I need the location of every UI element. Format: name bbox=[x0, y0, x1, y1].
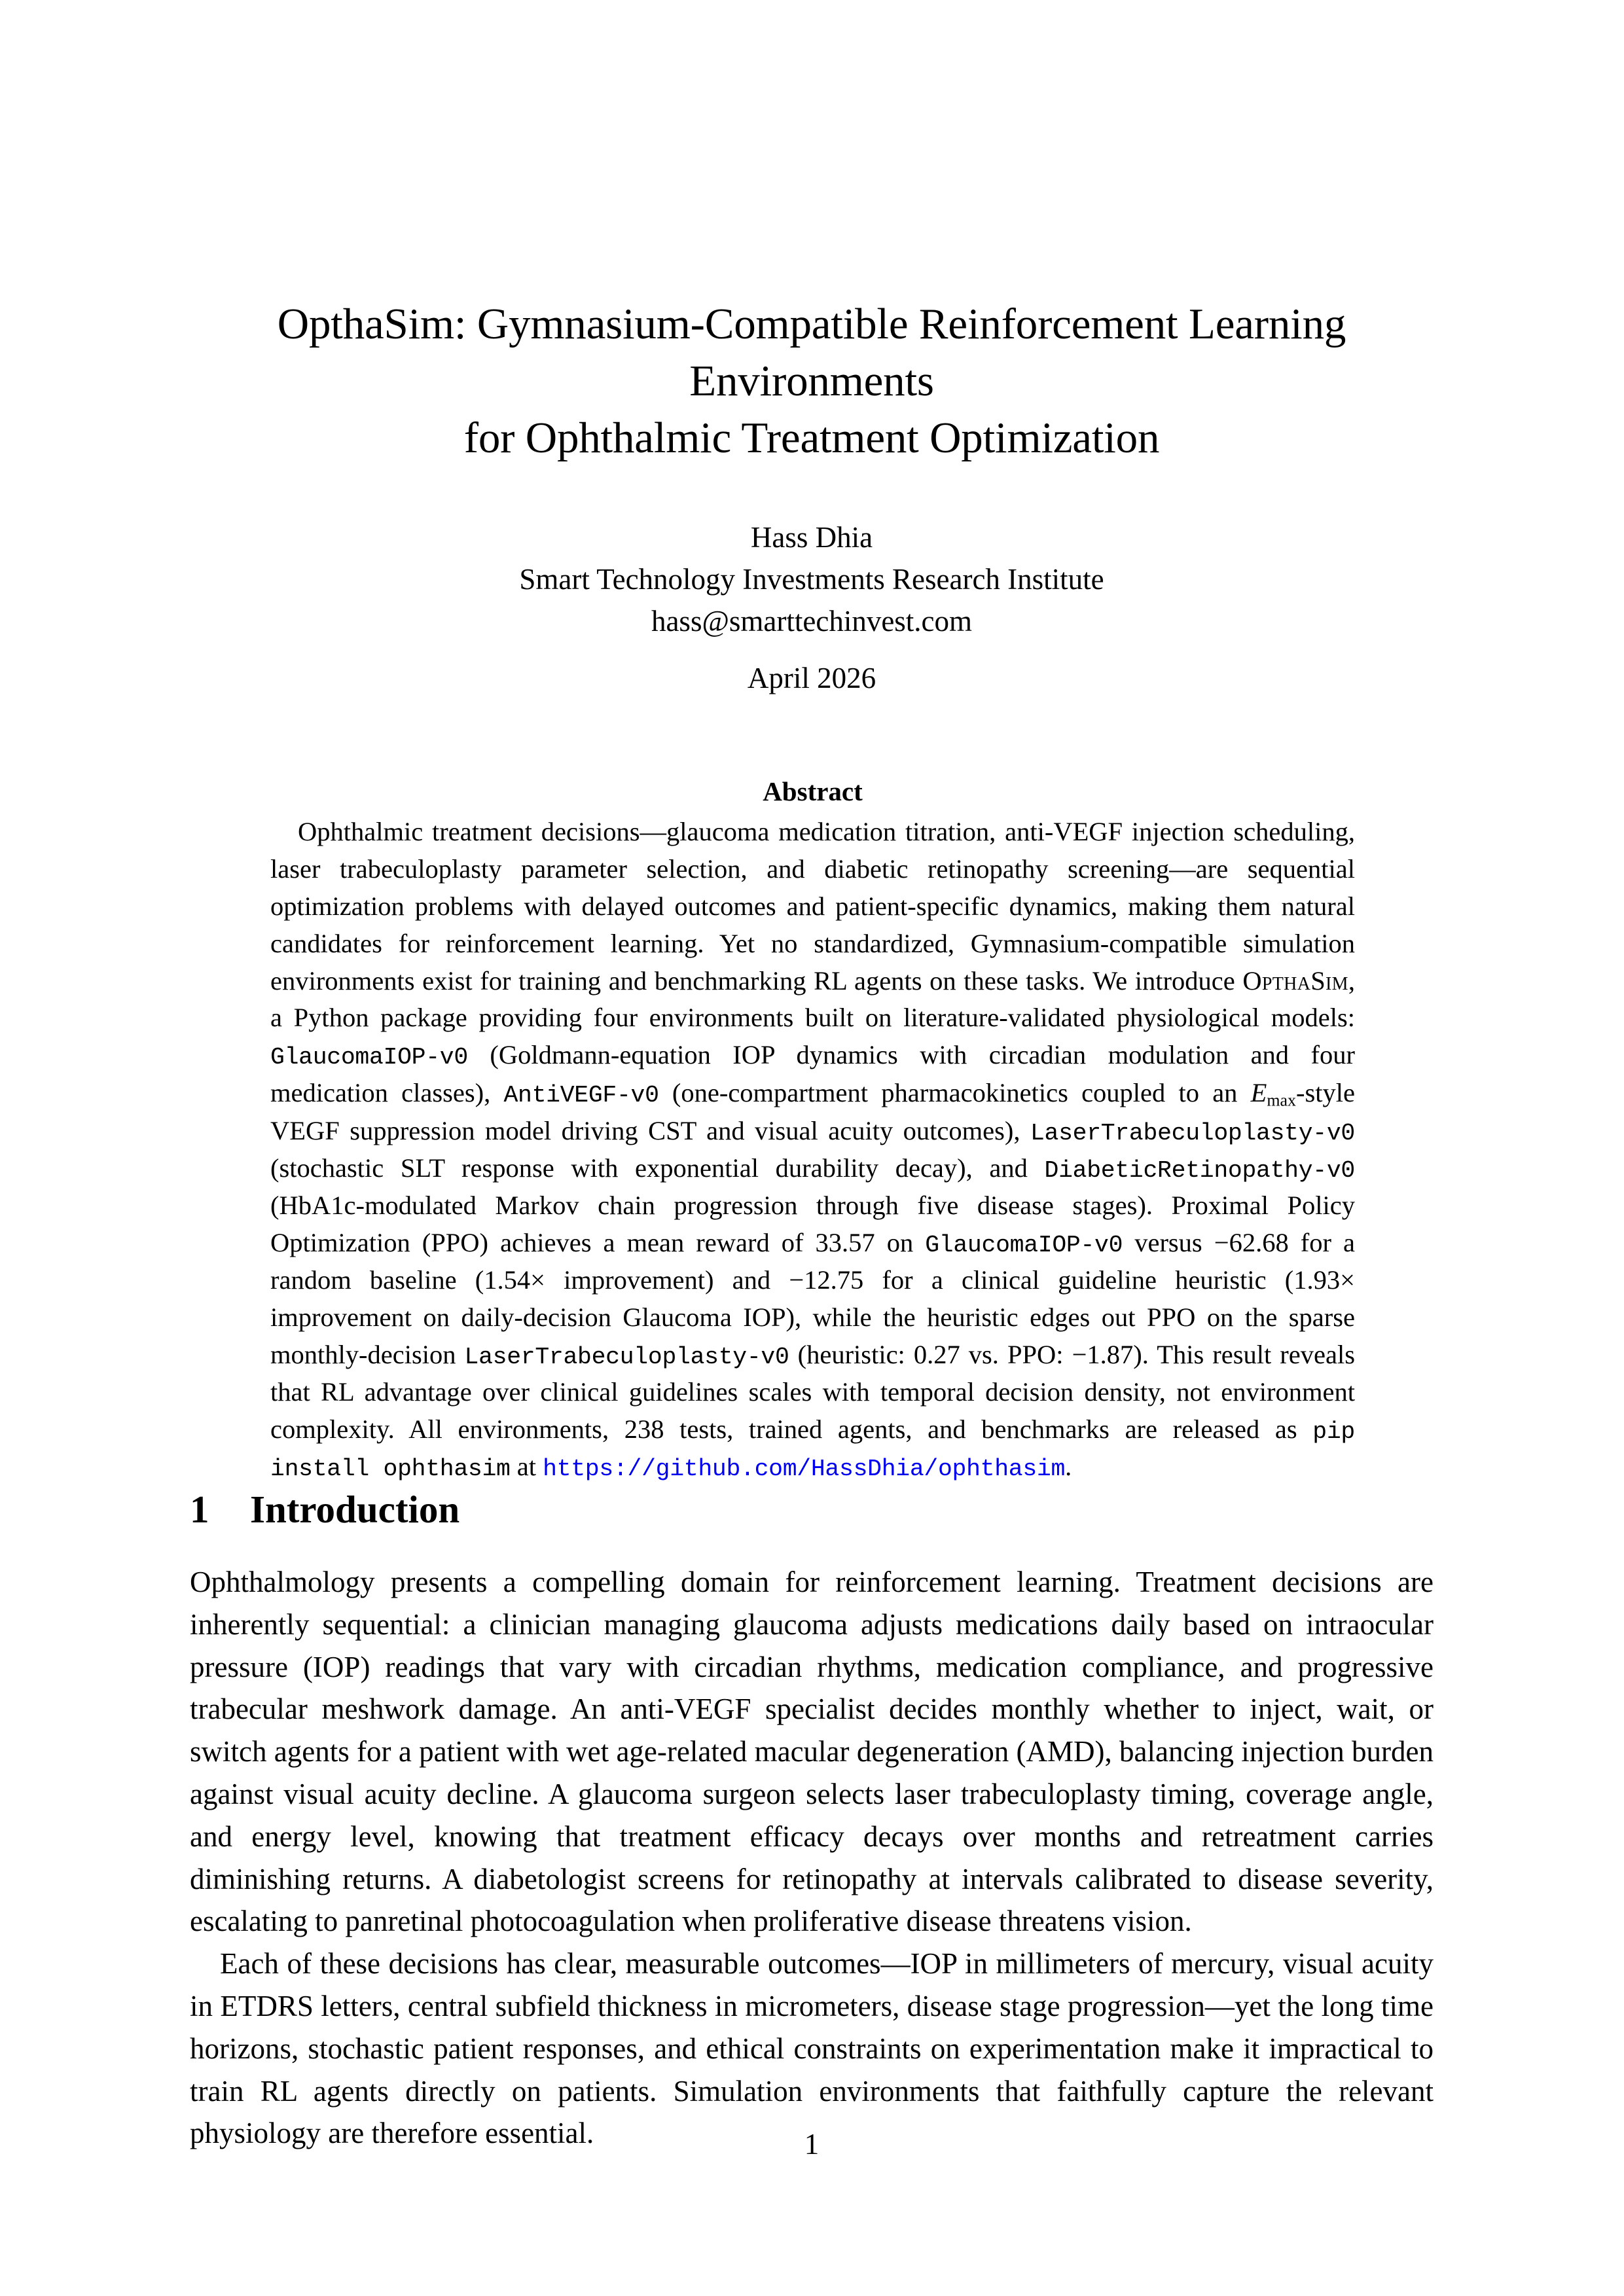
repository-link[interactable]: https://github.com/HassDhia/ophthasim bbox=[543, 1456, 1066, 1483]
title-line-1: OpthaSim: Gymnasium-Compatible Reinforcement Learning bbox=[277, 300, 1346, 348]
math-symbol: $E_{max}$ bbox=[1250, 1077, 1296, 1110]
publication-date: April 2026 bbox=[747, 662, 876, 694]
abstract-heading: Abstract bbox=[763, 776, 863, 806]
body-paragraph-2: Each of these decisions has clear, measurable outcomes—IOP in millimeters of mercury, visual acuity in ETDRS letters, central subfield thickness in micrometers, disease stage progression—yet the long time horizons, stochastic patient responses, and ethical constraints on experimentation make it impractical to train RL agents directly on patients. Simulation environments that faithfully capture the relevant physiology are therefore essential. bbox=[190, 1947, 1434, 2150]
env-name-code: DiabeticRetinopathy-v0 bbox=[1044, 1157, 1355, 1184]
author-email: hass@smarttechinvest.com bbox=[651, 604, 973, 637]
author-block bbox=[190, 517, 1434, 643]
env-name-code: pip install ophthasim bbox=[270, 1418, 1355, 1483]
section-number: 1 bbox=[190, 1488, 209, 1531]
introduction-body bbox=[190, 1561, 1434, 2155]
paper-title bbox=[190, 296, 1434, 467]
abstract-paragraph: Ophthalmic treatment decisions—glaucoma medication titration, anti-VEGF injection scheduling, laser trabeculoplasty parameter selection, and diabetic retinopathy screening—are sequential optimization problems with delayed outcomes and patient-specific dynamics, making them natural candidates for reinforcement learning. Yet no standardized, Gymnasium-compatible simulation environments exist for training and benchmarking RL agents on these tasks. We introduce OpthaSim, a Python package providing four environments built on literature-validated physiological models: GlaucomaIOP-v0 (Goldmann-equation IOP dynamics with circadian modulation and four medication classes), AntiVEGF-v0 (one-compartment pharmacokinetics coupled to an $E_{max}$-style VEGF suppression model driving CST and visual acuity outcomes), LaserTrabeculoplasty-v0 (stochastic SLT response with exponential durability decay), and DiabeticRetinopathy-v0 (HbA1c-modulated Markov chain progression through five disease stages). Proximal Policy Optimization (PPO) achieves a mean reward of 33.57 on GlaucomaIOP-v0 versus −62.68 for a random baseline (1.54× improvement) and −12.75 for a clinical guideline heuristic (1.93× improvement on daily-decision Glaucoma IOP), while the heuristic edges out PPO on the sparse monthly-decision LaserTrabeculoplasty-v0 (heuristic: 0.27 vs. PPO: −1.87). This result reveals that RL advantage over clinical guidelines scales with temporal decision density, not environment complexity. All environments, 238 tests, trained agents, and benchmarks are released as pip install ophthasim at https://github.com/HassDhia/ophthasim. bbox=[270, 817, 1355, 1483]
env-name-code: GlaucomaIOP-v0 bbox=[925, 1231, 1123, 1259]
author-affiliation: Smart Technology Investments Research Institute bbox=[519, 562, 1104, 596]
title-line-2: Environments bbox=[689, 357, 934, 406]
section-heading bbox=[190, 1487, 1434, 1532]
env-name-code: AntiVEGF-v0 bbox=[503, 1081, 659, 1109]
author-name: Hass Dhia bbox=[750, 521, 873, 554]
body-paragraph-1: Ophthalmology presents a compelling domain for reinforcement learning. Treatment decisions are inherently sequential: a clinician managing glaucoma adjusts medications daily based on intraocular pressure (IOP) readings that vary with circadian rhythms, medication compliance, and progressive trabecular meshwork damage. An anti-VEGF specialist decides monthly whether to inject, wait, or switch agents for a patient with wet age-related macular degeneration (AMD), balancing injection burden against visual acuity decline. A glaucoma surgeon selects laser trabeculoplasty timing, coverage angle, and energy level, knowing that treatment efficacy decays over months and retreatment carries diminishing returns. A diabetologist screens for retinopathy at intervals calibrated to disease severity, escalating to panretinal photocoagulation when proliferative disease threatens vision. bbox=[190, 1566, 1434, 1938]
page-title bbox=[190, 296, 1434, 467]
env-name-code: GlaucomaIOP-v0 bbox=[270, 1044, 468, 1071]
env-name-code: LaserTrabeculoplasty-v0 bbox=[464, 1343, 789, 1371]
env-name-code: LaserTrabeculoplasty-v0 bbox=[1030, 1119, 1355, 1147]
title-line-3: for Ophthalmic Treatment Optimization bbox=[463, 414, 1160, 463]
page-number: 1 bbox=[804, 2128, 820, 2161]
package-name: OpthaSim bbox=[1242, 965, 1348, 996]
section-title: Introduction bbox=[250, 1488, 460, 1531]
math-subscript: max bbox=[1267, 1090, 1296, 1110]
abstract-body bbox=[270, 814, 1355, 1486]
